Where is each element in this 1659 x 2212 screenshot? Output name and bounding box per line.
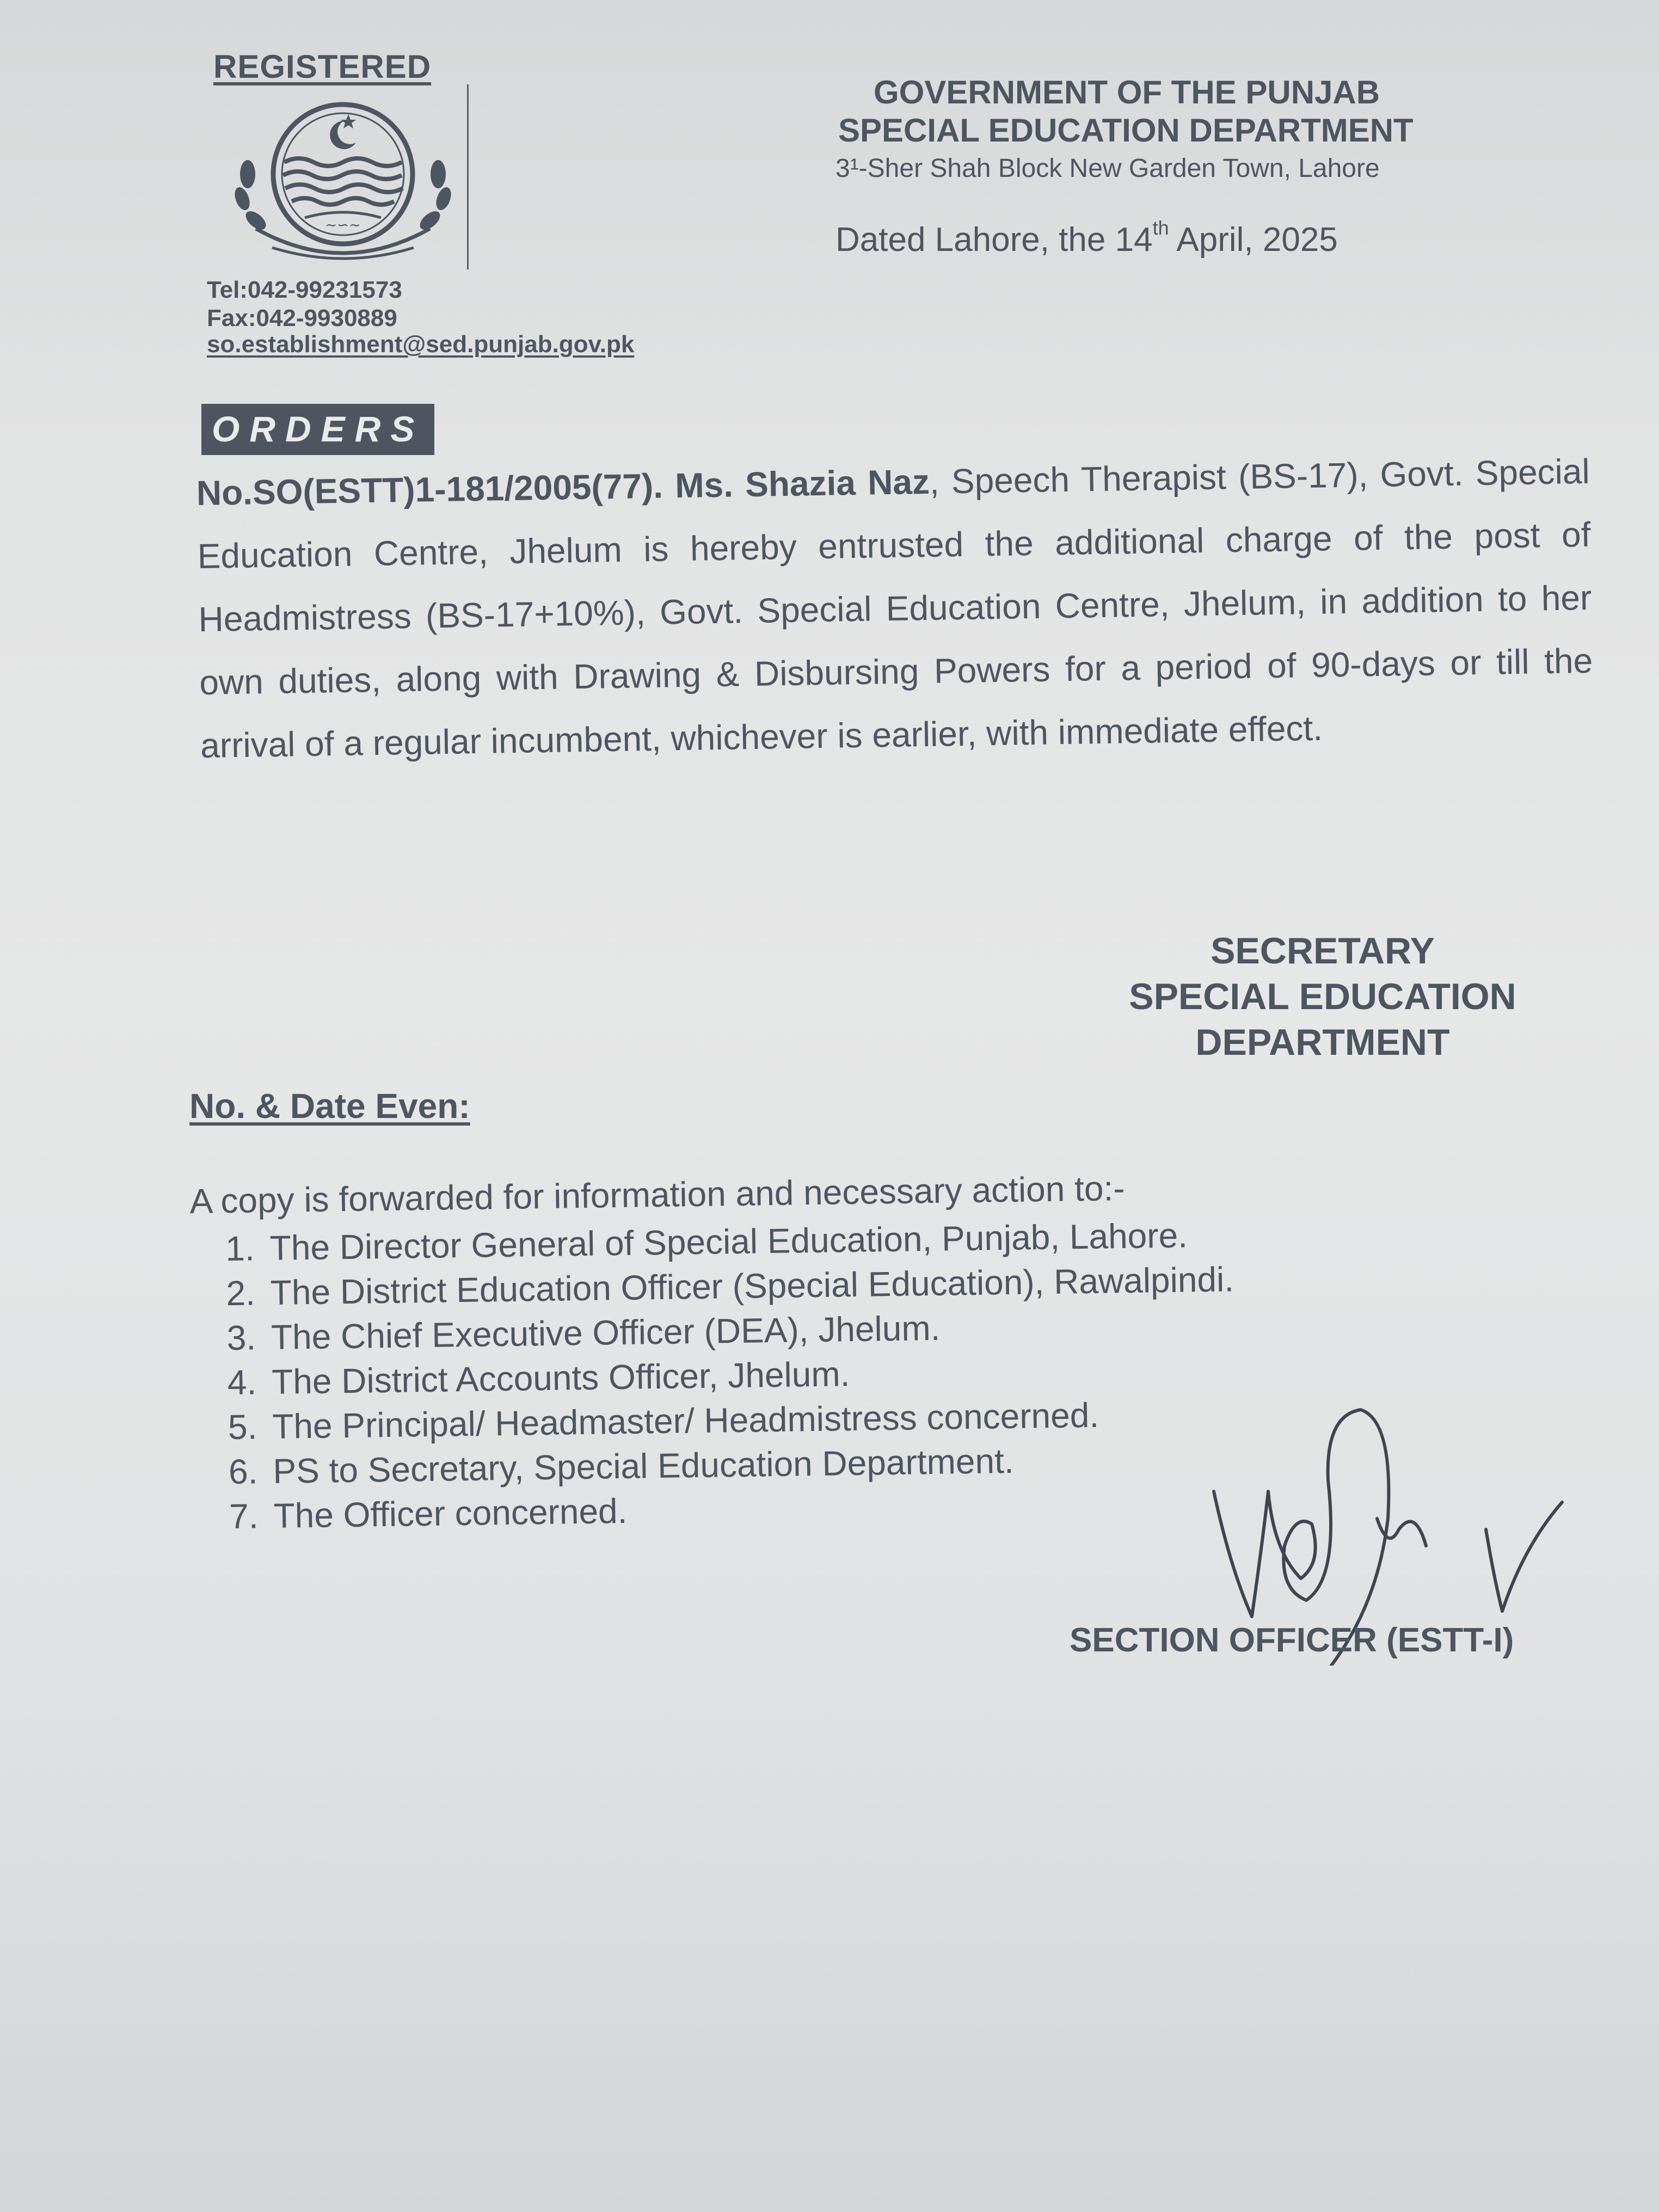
list-item-number: 1.: [225, 1228, 255, 1269]
registered-label: REGISTERED: [213, 48, 432, 85]
list-item-text: The District Accounts Officer, Jhelum.: [271, 1354, 850, 1402]
list-item-number: 7.: [229, 1496, 259, 1537]
copy-forwarded-section: [189, 1166, 1237, 1539]
officer-name: Ms. Shazia Naz: [674, 462, 930, 506]
list-item-number: 3.: [226, 1318, 256, 1358]
secretary-line2: SPECIAL EDUCATION: [1129, 976, 1516, 1017]
department-address: 3¹-Sher Shah Block New Garden Town, Lahore: [835, 154, 1380, 183]
list-item-text: The Director General of Special Education, Punjab, Lahore.: [269, 1215, 1188, 1268]
orders-heading: ORDERS: [201, 404, 434, 455]
telephone-number: Tel:042-99231573: [207, 276, 402, 303]
secretary-line1: SECRETARY: [1211, 930, 1435, 972]
list-item-number: 6.: [228, 1452, 258, 1492]
copy-intro-text: A copy is forwarded for information and necessary action to:-: [189, 1169, 1126, 1221]
government-title: GOVERNMENT OF THE PUNJAB: [874, 74, 1380, 110]
svg-text:~∽~: ~∽~: [325, 217, 361, 234]
no-and-date-even-heading: No. & Date Even:: [189, 1086, 470, 1126]
date-superscript: th: [1152, 217, 1169, 239]
recipient-list: [190, 1212, 1237, 1539]
list-item-number: 5.: [228, 1407, 257, 1447]
secretary-designation: [1099, 928, 1546, 1065]
list-item-text: The Principal/ Headmaster/ Headmistress concerned.: [272, 1395, 1099, 1446]
order-number: No.SO(ESTT)1-181/2005(77).: [196, 466, 663, 513]
list-item-number: 2.: [226, 1273, 256, 1313]
date-prefix: Dated Lahore, the 14: [835, 221, 1153, 259]
department-title: SPECIAL EDUCATION DEPARTMENT: [838, 112, 1414, 149]
section-officer-designation: SECTION OFFICER (ESTT-I): [1070, 1621, 1514, 1659]
punjab-emblem-logo: [223, 93, 463, 267]
list-item-text: PS to Secretary, Special Education Department.: [272, 1441, 1015, 1491]
list-item-text: The Officer concerned.: [273, 1491, 628, 1535]
order-paragraph: [196, 440, 1594, 777]
order-text: , Speech Therapist (BS-17), Govt. Special Education Centre, Jhelum is hereby entrusted the additional charge of the post of Headmistress (BS-17+10%), Govt. Special Education Centre, Jhelum, in addition to her own duties, along with Drawing & Disbursing Powers for a period of 90-days or till the arrival of a regular incumbent, whichever is earlier, with immediate effect.: [197, 451, 1593, 765]
date-line: [835, 217, 1338, 259]
list-item-text: The District Education Officer (Special Education), Rawalpindi.: [270, 1259, 1234, 1312]
list-item-number: 4.: [227, 1362, 257, 1403]
list-item-text: The Chief Executive Officer (DEA), Jhelum.: [271, 1308, 941, 1357]
date-suffix: April, 2025: [1169, 221, 1338, 259]
email-address: so.establishment@sed.punjab.gov.pk: [207, 331, 635, 358]
logo-divider: [467, 84, 469, 269]
fax-number: Fax:042-9930889: [207, 305, 397, 331]
secretary-line3: DEPARTMENT: [1195, 1022, 1450, 1063]
